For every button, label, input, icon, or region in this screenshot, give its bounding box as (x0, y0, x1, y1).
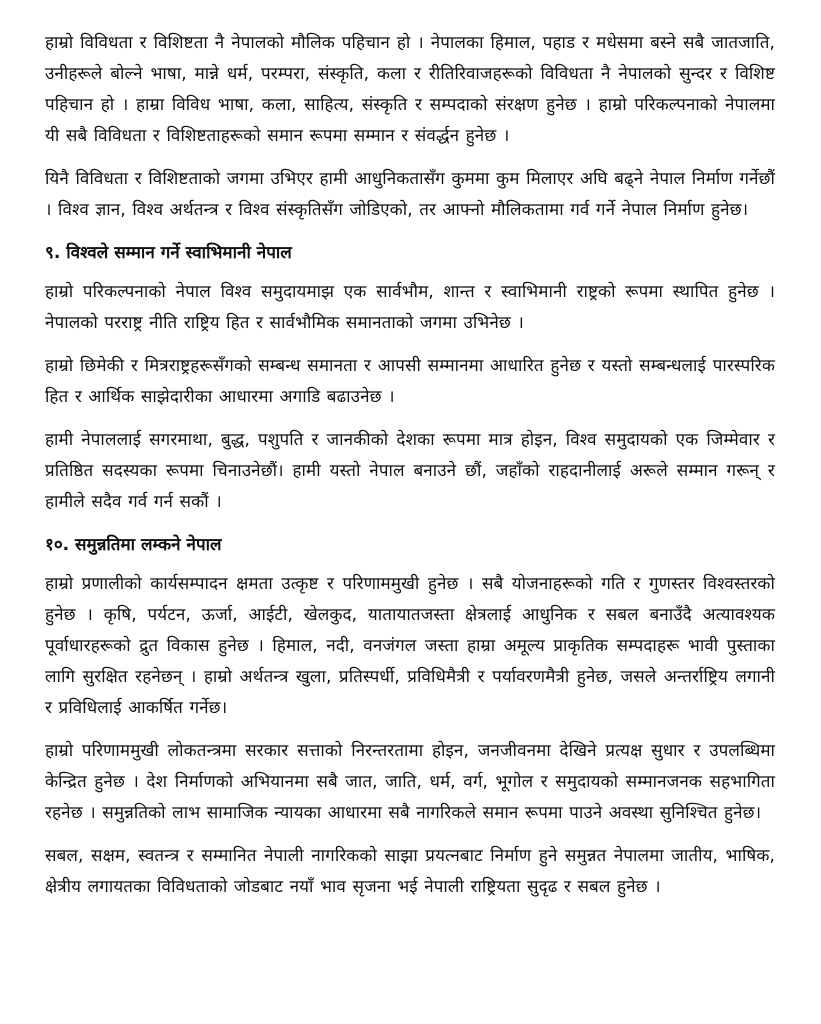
section-heading: ९. विश्वले सम्मान गर्ने स्वाभिमानी नेपाल (45, 243, 292, 263)
paragraph: हाम्रो परिकल्पनाको नेपाल विश्व समुदायमाझ एक सार्वभौम, शान्त र स्वाभिमानी राष्ट्रको रूपमा स्थापित हुनेछ । नेपालको परराष्ट्र नीति राष्ट्रिय हित र सार्वभौमिक समानताको जगमा उभिनेछ । (45, 282, 775, 333)
section-10-prosperous-nepal (45, 530, 775, 903)
paragraph-diversity-identity: हाम्रो विविधता र विशिष्टता नै नेपालको मौलिक पहिचान हो । नेपालका हिमाल, पहाड र मधेसमा बस्ने सबै जातजाति, उनीहरूले बोल्ने भाषा, मान्ने धर्म, परम्परा, संस्कृति, कला र रीतिरिवाजहरूको विविधता नै नेपालको सुन्दर र विशिष्ट पहिचान हो । हाम्रा विविध भाषा, कला, साहित्य, संस्कृति र सम्पदाको संरक्षण हुनेछ । हाम्रो परिकल्पनाको नेपालमा यी सबै विविधता र विशिष्टताहरूको समान रूपमा सम्मान र संवर्द्धन हुनेछ । (45, 33, 775, 146)
document-page (45, 28, 775, 915)
section-9-respected-nepal (45, 238, 775, 518)
paragraph: हाम्रो प्रणालीको कार्यसम्पादन क्षमता उत्कृष्ट र परिणाममुखी हुनेछ । सबै योजनाहरूको गति र गुणस्तर विश्वस्तरको हुनेछ । कृषि, पर्यटन, ऊर्जा, आईटी, खेलकुद, यातायातजस्ता क्षेत्रलाई आधुनिक र सबल बनाउँदै अत्यावश्यक पूर्वाधारहरूको द्रुत विकास हुनेछ । हिमाल, नदी, वनजंगल जस्ता हाम्रा अमूल्य प्राकृतिक सम्पदाहरू भावी पुस्ताका लागि सुरक्षित रहनेछन् । हाम्रो अर्थतन्त्र खुला, प्रतिस्पर्धी, प्रविधिमैत्री र पर्यावरणमैत्री हुनेछ, जसले अन्तर्राष्ट्रिय लगानी र प्रविधिलाई आकर्षित गर्नेछ। (45, 574, 775, 718)
paragraph: हामी नेपाललाई सगरमाथा, बुद्ध, पशुपति र जानकीको देशका रूपमा मात्र होइन, विश्व समुदायको एक जिम्मेवार र प्रतिष्ठित सदस्यका रूपमा चिनाउनेछौं। हामी यस्तो नेपाल बनाउने छौं, जहाँको राहदानीलाई अरूले सम्मान गरून् र हामीले सदैव गर्व गर्न सकौं । (45, 430, 775, 512)
paragraph-modern-nepal: यिनै विविधता र विशिष्टताको जगमा उभिएर हामी आधुनिकतासँग कुममा कुम मिलाएर अघि बढ्ने नेपाल निर्माण गर्नेछौं । विश्व ज्ञान, विश्व अर्थतन्त्र र विश्व संस्कृतिसँग जोडिएको, तर आफ्नो मौलिकतामा गर्व गर्ने नेपाल निर्माण हुनेछ। (45, 169, 775, 220)
paragraph: सबल, सक्षम, स्वतन्त्र र सम्मानित नेपाली नागरिकको साझा प्रयत्नबाट निर्माण हुने समुन्नत नेपालमा जातीय, भाषिक, क्षेत्रीय लगायतका विविधताको जोडबाट नयाँ भाव सृजना भई नेपाली राष्ट्रियता सुदृढ र सबल हुनेछ । (45, 846, 775, 897)
paragraph: हाम्रो परिणाममुखी लोकतन्त्रमा सरकार सत्ताको निरन्तरतामा होइन, जनजीवनमा देखिने प्रत्यक्ष सुधार र उपलब्धिमा केन्द्रित हुनेछ । देश निर्माणको अभियानमा सबै जात, जाति, धर्म, वर्ग, भूगोल र समुदायको सम्मानजनक सहभागिता रहनेछ । समुन्नतिको लाभ सामाजिक न्यायका आधारमा सबै नागरिकले समान रूपमा पाउने अवस्था सुनिश्चित हुनेछ। (45, 741, 775, 823)
section-heading: १०. समुन्नतिमा लम्कने नेपाल (45, 535, 222, 555)
paragraph: हाम्रो छिमेकी र मित्रराष्ट्रहरूसँगको सम्बन्ध समानता र आपसी सम्मानमा आधारित हुनेछ र यस्तो सम्बन्धलाई पारस्परिक हित र आर्थिक साझेदारीका आधारमा अगाडि बढाउनेछ । (45, 356, 775, 407)
